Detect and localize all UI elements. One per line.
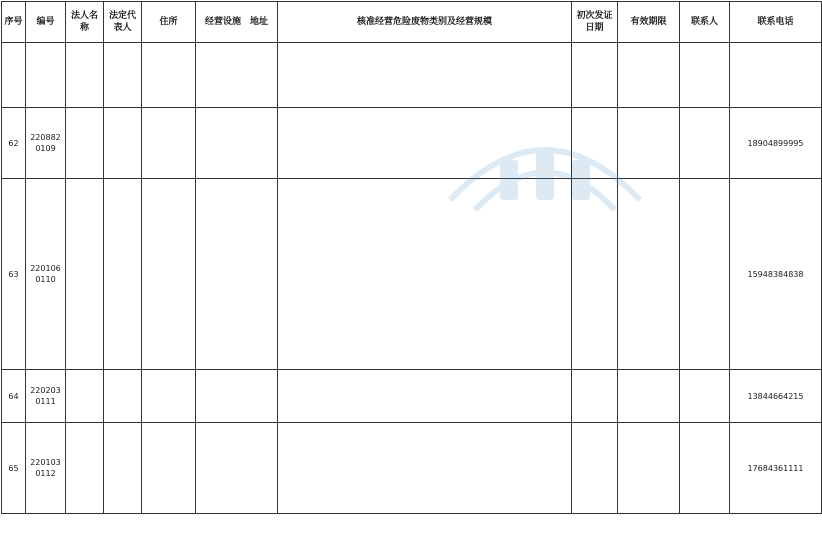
header-first-date: 初次发证日期 xyxy=(572,2,618,43)
cell-legal-rep xyxy=(104,423,142,514)
cell-index: 65 xyxy=(2,423,26,514)
cell-scope xyxy=(278,179,572,370)
permit-table xyxy=(1,1,822,514)
header-index: 序号 xyxy=(2,2,26,43)
cell-scope xyxy=(278,370,572,423)
cell-facility xyxy=(196,423,278,514)
cell-code: 2201030112 xyxy=(26,423,66,514)
cell-legal-rep xyxy=(104,108,142,179)
cell-phone xyxy=(730,43,822,108)
header-validity: 有效期限 xyxy=(618,2,680,43)
cell-first-date xyxy=(572,108,618,179)
cell-phone: 18904899995 xyxy=(730,108,822,179)
table-row xyxy=(2,179,822,370)
cell-company xyxy=(66,108,104,179)
cell-address xyxy=(142,423,196,514)
cell-index xyxy=(2,43,26,108)
header-phone: 联系电话 xyxy=(730,2,822,43)
cell-index: 62 xyxy=(2,108,26,179)
cell-validity xyxy=(618,108,680,179)
cell-scope xyxy=(278,423,572,514)
cell-validity xyxy=(618,43,680,108)
cell-contact xyxy=(680,108,730,179)
cell-code: 2201060110 xyxy=(26,179,66,370)
table-row xyxy=(2,370,822,423)
cell-scope xyxy=(278,43,572,108)
cell-address xyxy=(142,43,196,108)
cell-facility xyxy=(196,179,278,370)
cell-index: 64 xyxy=(2,370,26,423)
cell-facility xyxy=(196,43,278,108)
cell-facility xyxy=(196,108,278,179)
header-legal-rep: 法定代表人 xyxy=(104,2,142,43)
cell-phone: 17684361111 xyxy=(730,423,822,514)
cell-address xyxy=(142,108,196,179)
cell-index: 63 xyxy=(2,179,26,370)
cell-scope xyxy=(278,108,572,179)
cell-legal-rep xyxy=(104,179,142,370)
cell-company xyxy=(66,370,104,423)
cell-code: 2202030111 xyxy=(26,370,66,423)
cell-validity xyxy=(618,423,680,514)
table-header-row xyxy=(2,2,822,43)
cell-validity xyxy=(618,179,680,370)
header-contact: 联系人 xyxy=(680,2,730,43)
cell-contact xyxy=(680,370,730,423)
cell-address xyxy=(142,370,196,423)
header-company: 法人名称 xyxy=(66,2,104,43)
table-row xyxy=(2,108,822,179)
cell-phone: 15948384838 xyxy=(730,179,822,370)
header-scope: 核准经营危险废物类别及经营规模 xyxy=(278,2,572,43)
cell-first-date xyxy=(572,370,618,423)
cell-contact xyxy=(680,43,730,108)
table-row xyxy=(2,43,822,108)
cell-company xyxy=(66,423,104,514)
cell-validity xyxy=(618,370,680,423)
cell-code: 2208820109 xyxy=(26,108,66,179)
cell-first-date xyxy=(572,179,618,370)
cell-phone: 13844664215 xyxy=(730,370,822,423)
header-facility: 经营设施 地址 xyxy=(196,2,278,43)
header-address: 住所 xyxy=(142,2,196,43)
cell-address xyxy=(142,179,196,370)
cell-first-date xyxy=(572,43,618,108)
table-row xyxy=(2,423,822,514)
cell-contact xyxy=(680,179,730,370)
cell-facility xyxy=(196,370,278,423)
cell-first-date xyxy=(572,423,618,514)
cell-company xyxy=(66,179,104,370)
cell-legal-rep xyxy=(104,43,142,108)
cell-company xyxy=(66,43,104,108)
cell-code xyxy=(26,43,66,108)
cell-contact xyxy=(680,423,730,514)
cell-legal-rep xyxy=(104,370,142,423)
header-code: 编号 xyxy=(26,2,66,43)
